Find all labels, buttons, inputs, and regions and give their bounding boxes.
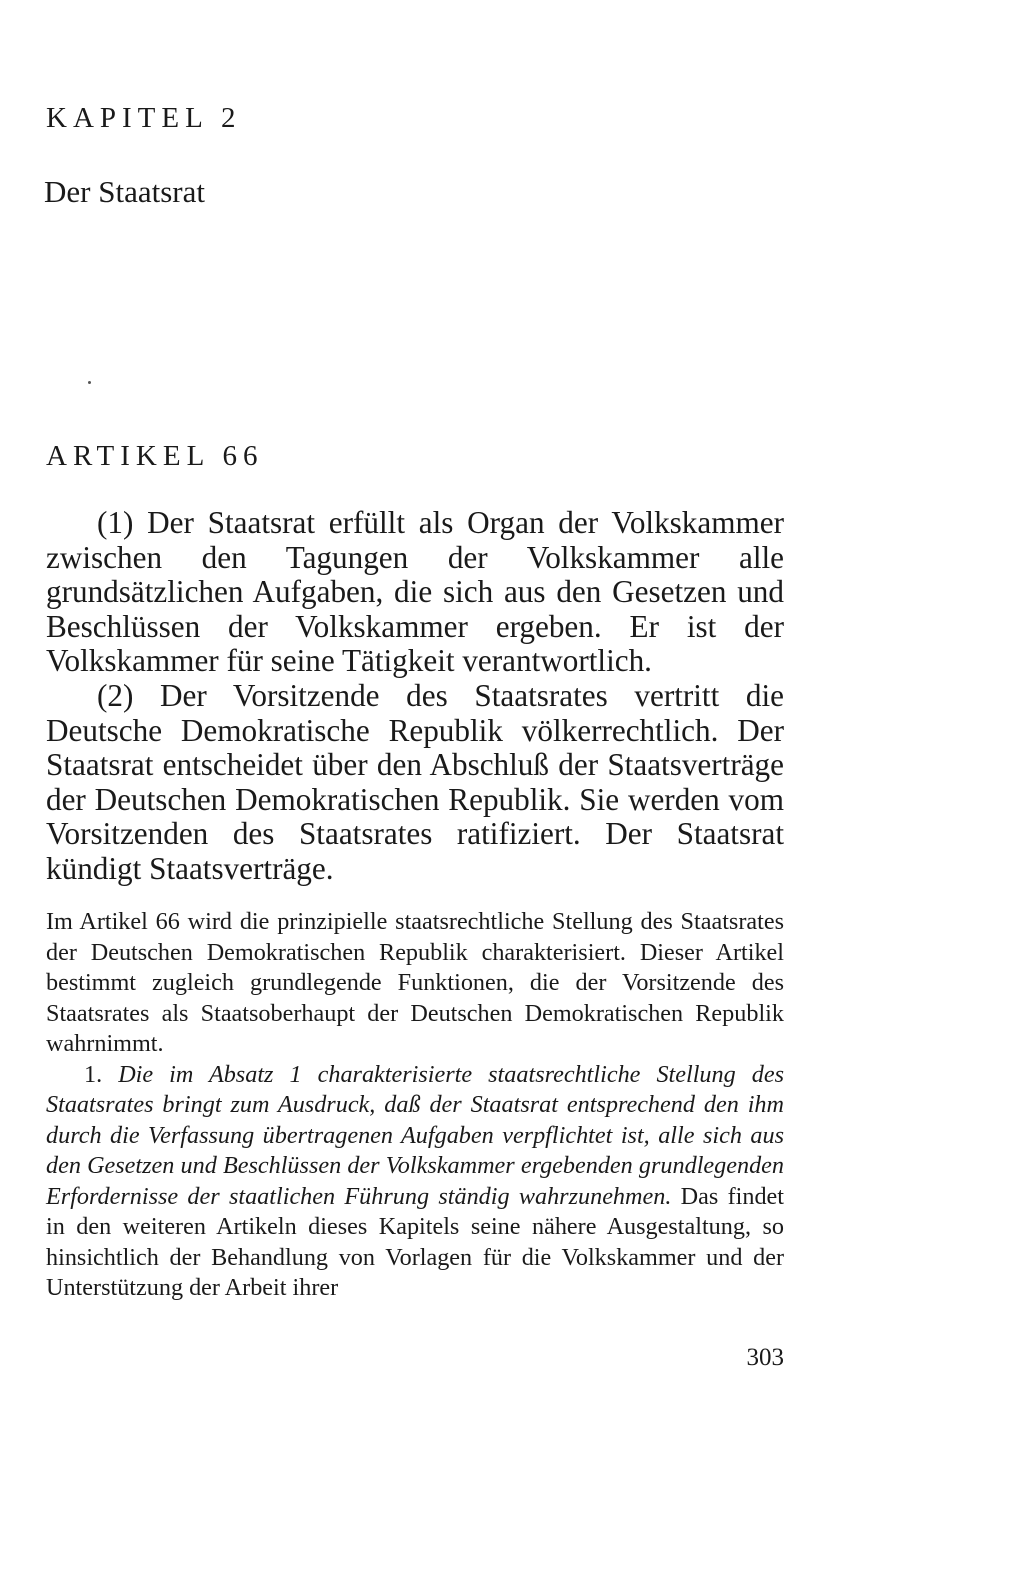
point-number: 1. bbox=[84, 1060, 103, 1088]
page-number: 303 bbox=[746, 1344, 784, 1371]
chapter-label: KAPITEL 2 bbox=[46, 102, 242, 134]
article-paragraph-2: (2) Der Vorsitzende des Staatsrates vertritt die Deutsche Demokratische Republik völkerrechtlich. Der Staatsrat entscheidet über den Abschluß der Staatsverträge der Deutschen Demokratischen Republik. Sie werden vom Vorsitzenden des Staatsrates ratifiziert. Der Staatsrat kündigt Staatsverträge. bbox=[46, 677, 784, 886]
article-label: ARTIKEL 66 bbox=[46, 440, 264, 472]
point-emphasis: Die im Absatz 1 charakterisierte staatsrechtliche Stellung des Staatsrates bringt zum Ausdruck, daß der Staatsrat entsprechend den ihm durch die Verfassung übertragenen Aufgaben verpflichtet ist, alle sich aus den Gesetzen und Beschlüssen der Volkskammer ergebenden grundlegenden Erfordernisse der staatlichen Führung ständig wahrzunehmen. bbox=[46, 1060, 784, 1210]
article-paragraph-1: (1) Der Staatsrat erfüllt als Organ der Volkskammer zwischen den Tagungen der Volkskammer alle grundsätzlichen Aufgaben, die sich aus den Gesetzen und Beschlüssen der Volkskammer ergeben. Er ist der Volkskammer für seine Tätigkeit verantwortlich. bbox=[46, 505, 784, 679]
article-text bbox=[46, 506, 784, 887]
chapter-title: Der Staatsrat bbox=[44, 174, 205, 209]
commentary-intro: Im Artikel 66 wird die prinzipielle staatsrechtliche Stellung des Staatsrates der Deutschen Demokratischen Republik charakterisiert. Dieser Artikel bestimmt zugleich grundlegende Funktionen, die der Vorsitzende des Staatsrates als Staatsoberhaupt der Deutschen Demokratischen Republik wahrnimmt. bbox=[46, 908, 784, 1057]
print-speck bbox=[88, 381, 91, 384]
commentary-point-1 bbox=[46, 1060, 784, 1304]
commentary bbox=[46, 907, 784, 1304]
point-text: Das findet in den weiteren Artikeln dieses Kapitels seine nähere Ausgestaltung, so hinsichtlich der Behandlung von Vorlagen für die Volkskammer und der Unterstützung der Arbeit ihrer bbox=[46, 1182, 784, 1301]
